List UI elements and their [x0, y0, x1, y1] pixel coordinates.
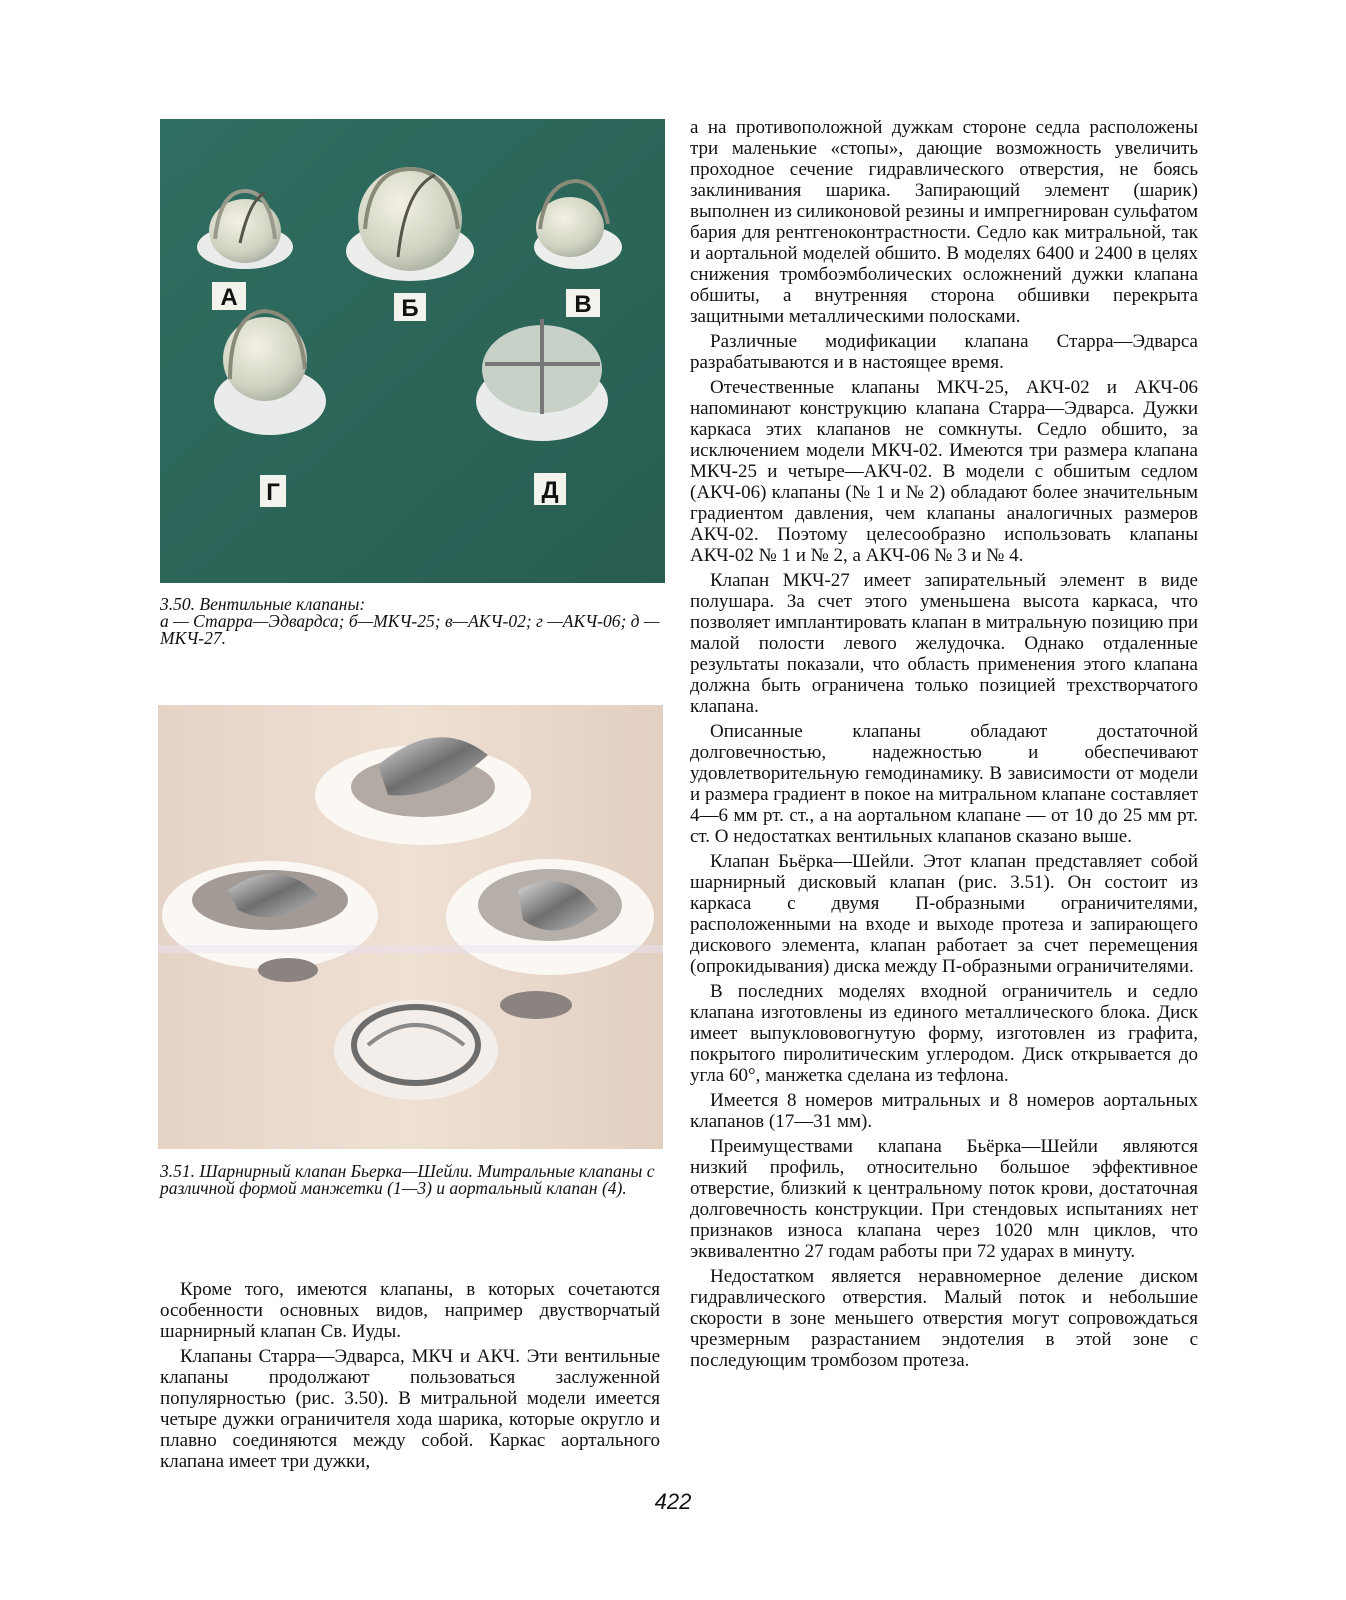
caption-title: 3.50. Вентильные клапаны: [160, 594, 366, 614]
figure-3-50-caption [160, 596, 690, 647]
valve-4-image [334, 1000, 498, 1100]
paragraph: Различные модификации клапана Старра—Эдварса разрабатываются и в настоящее время. [690, 331, 1198, 373]
paragraph: Клапаны Старра—Эдварса, МКЧ и АКЧ. Эти вентильные клапаны продолжают пользоваться заслуженной популярностью (рис. 3.50). В митральной модели имеется четыре дужки ограничителя хода шарика, которые округло и плавно соединяются между собой. Каркас аортального клапана имеет три дужки, [160, 1346, 660, 1472]
label-g: Г [266, 479, 280, 506]
paragraph: Имеется 8 номеров митральных и 8 номеров аортальных клапанов (17—31 мм). [690, 1090, 1198, 1132]
paragraph: Описанные клапаны обладают достаточной долговечностью, надежностью и обеспечивают удовлетворительную гемодинамику. В зависимости от модели и размера градиент в покое на митральном клапане составляет 4—6 мм рт. ст., а на аортальном клапане — от 10 до 25 мм рт. ст. О недостатках вентильных клапанов сказано выше. [690, 721, 1198, 847]
caption-text: 3.51. Шарнирный клапан Бьерка—Шейли. Митральные клапаны с различной формой манжетки (1—3) и аортальный клапан (4). [160, 1161, 655, 1198]
caption-legend: а — Старра—Эдвардса; б—МКЧ-25; в—АКЧ-02; г —АКЧ-06; д — МКЧ-27. [160, 611, 660, 648]
label-d: Д [541, 477, 559, 504]
paragraph: В последних моделях входной ограничитель и седло клапана изготовлены из единого металлического блока. Диск имеет выпуклововогнутую форму, изготовлен из графита, покрытого пиролитическим углеродом. Диск открывается до угла 60°, манжетка сделана из тефлона. [690, 981, 1198, 1086]
paragraph: Отечественные клапаны МКЧ-25, АКЧ-02 и АКЧ-06 напоминают конструкцию клапана Старра—Эдварса. Дужки каркаса этих клапанов не сомкнуты. Седло обшито, за исключением модели МКЧ-02. Имеются три размера клапана МКЧ-25 и четыре—АКЧ-02. В модели с обшитым седлом (АКЧ-06) клапаны (№ 1 и № 2) обладают более значительным градиентом давления, чем клапаны аналогичных размеров АКЧ-02. Поэтому целесообразно использовать клапаны АКЧ-02 № 1 и № 2, а АКЧ-06 № 3 и № 4. [690, 377, 1198, 566]
label-a: А [220, 284, 238, 311]
left-column-text [160, 1279, 660, 1476]
paragraph: Преимуществами клапана Бьёрка—Шейли являются низкий профиль, относительно большое эффективное отверстие, близкий к центральному поток крови, достаточная долговечность конструкции. При стендовых испытаниях нет признаков износа клапана через 1020 млн циклов, что эквивалентно 27 годам работы при 72 ударах в минуту. [690, 1136, 1198, 1262]
figure-3-50-photo [160, 119, 665, 583]
paragraph: а на противоположной дужкам стороне седла расположены три маленькие «стопы», дающие возможность увеличить проходное сечение гидравлического отверстия, не боясь заклинивания шарика. Запирающий элемент (шарик) выполнен из силиконовой резины и импрегнирован сульфатом бария для рентгеноконтрастности. Седло как митральной, так и аортальной моделей обшито. В моделях 6400 и 2400 в целях снижения тромбоэмболических осложнений дужки клапана обшиты, а внутренняя сторона обшивки перекрыта защитными металлическими полосками. [690, 117, 1198, 327]
label-b: Б [401, 295, 419, 322]
paragraph: Кроме того, имеются клапаны, в которых сочетаются особенности основных видов, например двустворчатый шарнирный клапан Св. Иуды. [160, 1279, 660, 1342]
page-number: 422 [654, 1489, 692, 1514]
figure-3-51-caption [160, 1163, 690, 1197]
right-column-text [690, 117, 1198, 1375]
paragraph: Клапан МКЧ-27 имеет запирательный элемент в виде полушара. За счет этого уменьшена высота каркаса, что позволяет имплантировать клапан в митральную позицию при малой полости левого желудочка. Однако отдаленные результаты показали, что область применения этого клапана должна быть ограничена только позицией трехстворчатого клапана. [690, 570, 1198, 717]
label-v: В [574, 291, 592, 318]
paragraph: Недостатком является неравномерное деление диском гидравлического отверстия. Малый поток и небольшие скорости в зоне меньшего отверстия могут сопровождаться чрезмерным разрастанием эндотелия в этой зоне с последующим тромбозом протеза. [690, 1266, 1198, 1371]
paragraph: Клапан Бьёрка—Шейли. Этот клапан представляет собой шарнирный дисковый клапан (рис. 3.51). Он состоит из каркаса с двумя П-образными ограничителями, расположенными на входе и выходе протеза и запирающего дискового элемента, клапан работает за счет перемещения (опрокидывания) диска между П-образными ограничителями. [690, 851, 1198, 977]
figure-3-51-photo [158, 705, 663, 1149]
